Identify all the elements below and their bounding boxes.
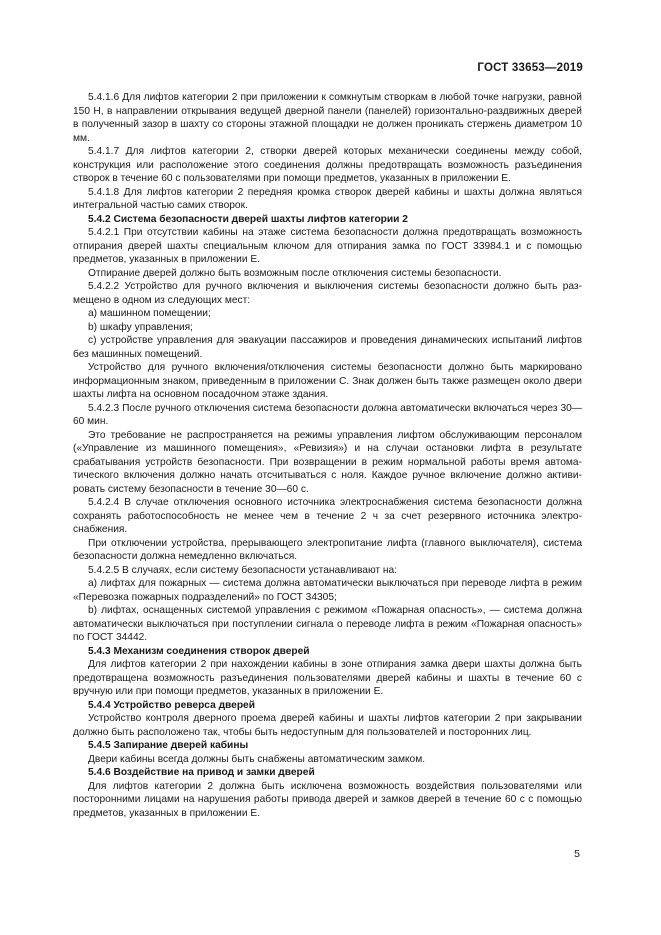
- paragraph-main-switch: При отключении устройства, прерывающего электропитание лифта (главного выключателя), система безопасности должна немедленно включаться.: [73, 537, 582, 562]
- paragraph-5-4-2-3: 5.4.2.3 После ручного отключения система безопасности должна автоматически включаться через 30—60 мин.: [73, 402, 582, 427]
- list-item-c: c) устройстве управления для эвакуации пассажиров и проведения динамических испытаний лифтов без машинных помещений.: [73, 335, 582, 360]
- paragraph-5-4-2-5: 5.4.2.5 В случаях, если систему безопасности устанавливают на:: [88, 564, 397, 576]
- paragraph-5-4-2-4: 5.4.2.4 В случае отключения основного источника электроснабжения система безопасности должна сохранять работоспособность не менее чем в течение 2 ч за счет резервного источника электроснабжения.: [73, 497, 582, 535]
- paragraph-5-4-4: Устройство контроля дверного проема дверей кабины и шахты лифтов категории 2 при закрывании должно быть расположено так, чтобы быть недоступным для пользователей и посторонних лиц.: [73, 713, 582, 738]
- section-heading-5-4-2: 5.4.2 Система безопасности дверей шахты лифтов категории 2: [88, 213, 408, 225]
- section-heading-5-4-4: 5.4.4 Устройство реверса дверей: [88, 699, 255, 711]
- document-body: [73, 91, 582, 820]
- section-heading-5-4-6: 5.4.6 Воздействие на привод и замки дверей: [88, 767, 315, 778]
- page-number: 5: [574, 848, 580, 860]
- paragraph-5-4-5: Двери кабины всегда должны быть снабжены автоматическим замком.: [88, 753, 426, 765]
- paragraph-5-4-3: Для лифтов категории 2 при нахождении кабины в зоне отпирания замка двери шахты должна быть предотвращена возможность разъединения пользователями дверей кабины и шахты в течение 60 с вручную или при помощи предметов, указанных в приложении Е.: [73, 659, 582, 697]
- paragraph-marking: Устройство для ручного включения/отключения системы безопасности должно быть маркировано информационным знаком, приведенным в приложении С. Знак должен быть также размещен около двери шахты лифта на основном посадочном этаже здания.: [73, 362, 582, 400]
- paragraph-5-4-2-2: 5.4.2.2 Устройство для ручного включения и выключения системы безопасности должно быть размещено в одном из следующих мест:: [73, 281, 582, 306]
- paragraph-5-4-6: Для лифтов категории 2 должна быть исключена возможность воздействия пользователями или посторонними лицами на нарушения работы привода дверей и замков дверей в течение 60 с с помощью предметов, указанных в приложении Е.: [73, 780, 582, 819]
- list-item-a: a) машинном помещении;: [88, 308, 211, 319]
- list-item-a-firefighters: a) лифтах для пожарных — система должна автоматически выключаться при переводе лифта в режим «Перевозка пожарных подразделений» по ГОСТ 34305;: [73, 578, 582, 603]
- paragraph-unlocking: Отпирание дверей должно быть возможным после отключения системы безопасности.: [88, 267, 502, 279]
- list-item-b-fire-danger: b) лифтах, оснащенных системой управления с режимом «Пожарная опасность», — система должна автоматически выключаться при поступлении сигнала о переводе лифта в режим «Пожарная опасность» по ГОСТ 34442.: [73, 605, 582, 643]
- section-heading-5-4-3: 5.4.3 Механизм соединения створок дверей: [88, 645, 310, 657]
- paragraph-exceptions: Это требование не распространяется на режимы управления лифтом обслуживающим персоналом («Управление из машинного помещения», «Ревизия») и на случаи остановки лифта в результате срабатывания устройств безопасности. При возвращении в режим нормальной работы время автоматического включения должно начать отсчитываться с ноля. Каждое ручное включение должно активировать систему безопасности в течение 30—60 с.: [73, 429, 582, 495]
- paragraph-5-4-1-8: 5.4.1.8 Для лифтов категории 2 передняя кромка створок дверей кабины и шахты должна являться интегральной частью самих створок.: [73, 186, 582, 211]
- list-item-b: b) шкафу управления;: [88, 321, 193, 333]
- paragraph-5-4-1-7: 5.4.1.7 Для лифтов категории 2, створки дверей которых механически соединены между собой, конструкция или расположение этого соединения должны предотвращать возможность разъединения створок в течение 60 с пользователями при помощи предметов, указанных в приложении Е.: [73, 146, 582, 184]
- paragraph-5-4-2-1: 5.4.2.1 При отсутствии кабины на этаже система безопасности должна предотвращать возможность отпирания дверей шахты специальным ключом для отпирания замка по ГОСТ 33984.1 и с помощью предметов, указанных в приложении Е.: [73, 227, 582, 265]
- paragraph-5-4-1-6: 5.4.1.6 Для лифтов категории 2 при приложении к сомкнутым створкам в любой точке нагрузки, равной 150 Н, в направлении открывания ведущей дверной панели (панелей) горизонтально-раздвижных дверей в полученный зазор в шахту со стороны этажной площадки не должен проникать стержень диаметром 10 мм.: [73, 92, 582, 144]
- standard-header: ГОСТ 33653—2019: [477, 62, 583, 74]
- section-heading-5-4-5: 5.4.5 Запирание дверей кабины: [88, 740, 249, 751]
